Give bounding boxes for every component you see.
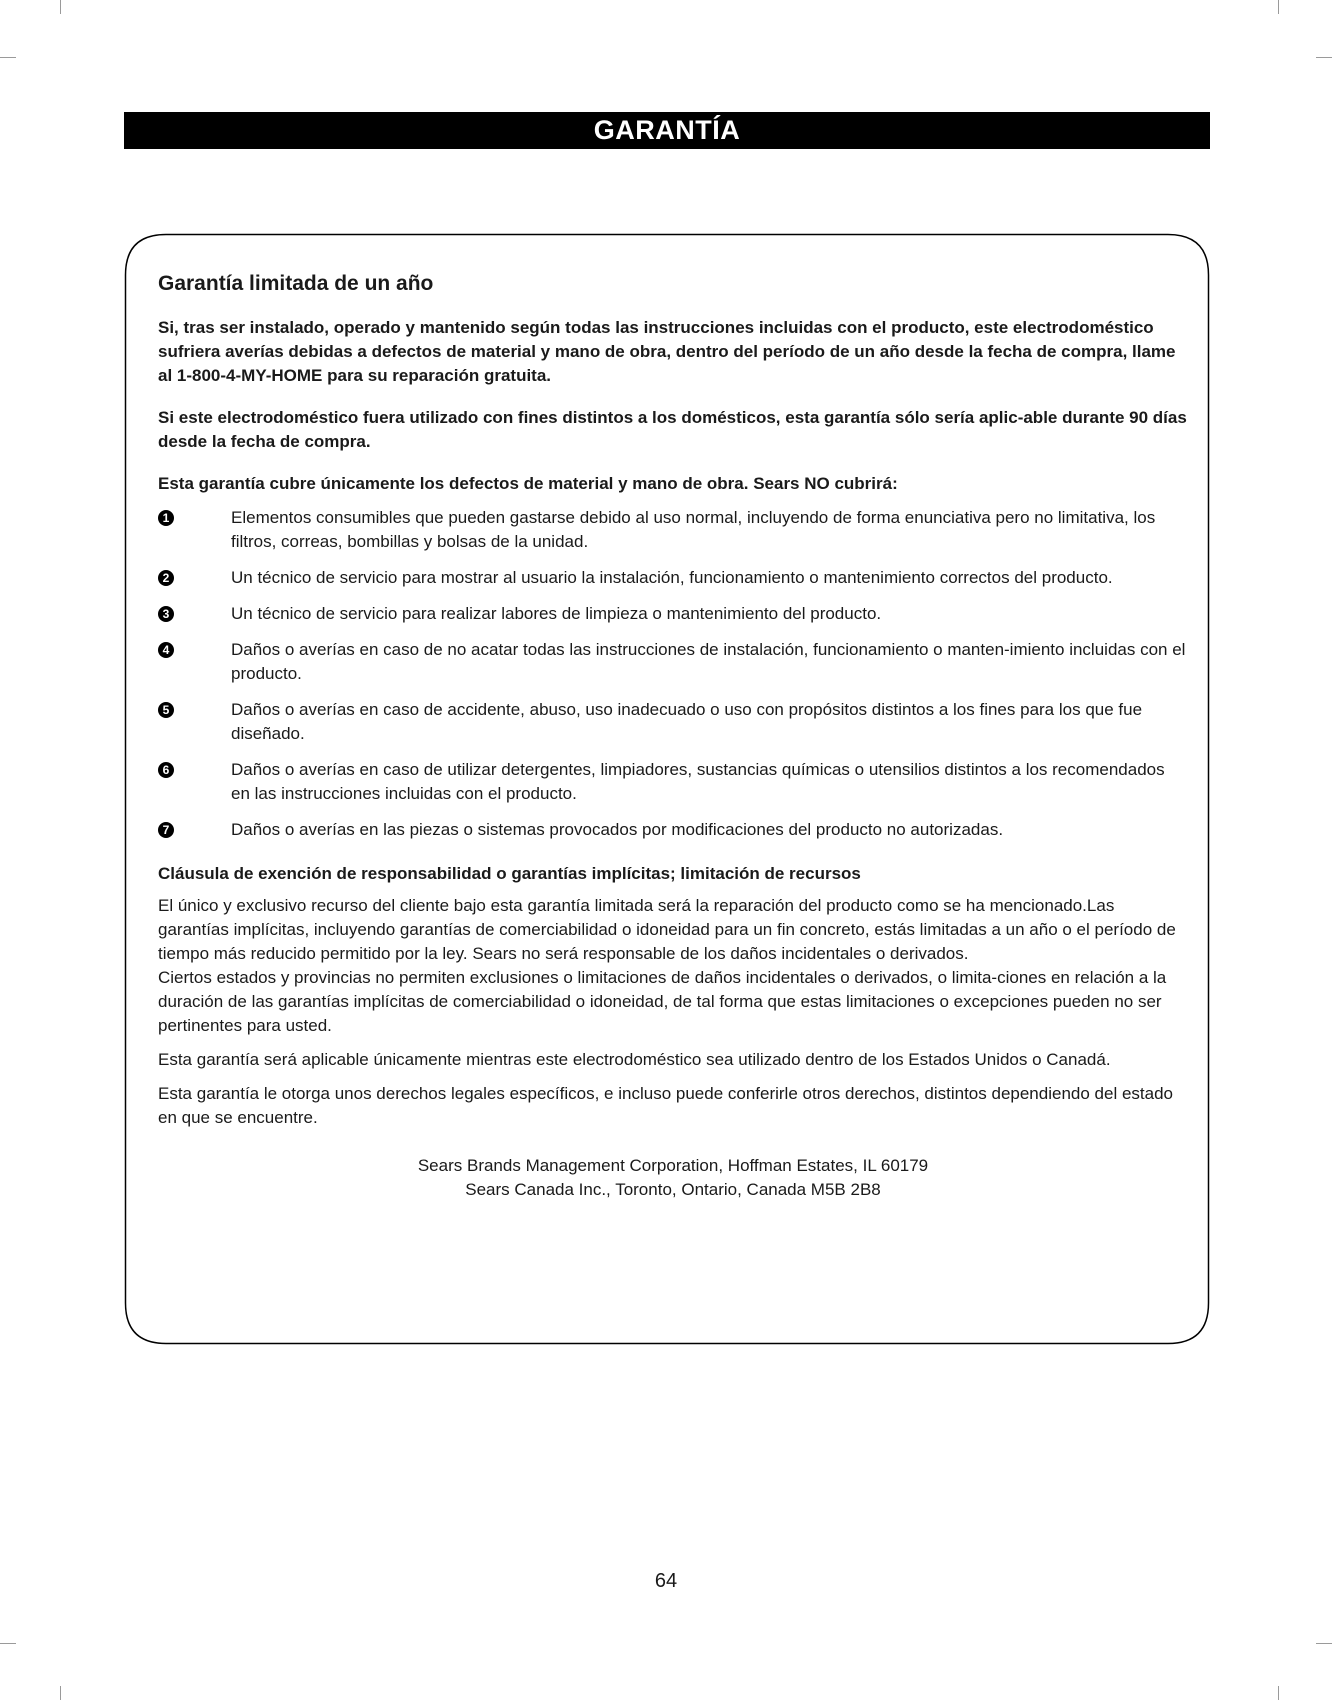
disclaimer-paragraph-1: El único y exclusivo recurso del cliente bajo esta garantía limitada será la reparación del producto como se ha mencionado.Las garantías implícitas, incluyendo garantías de comerciabilidad o idoneidad para un fin concreto, estás limitadas a un año o el período de tiempo más reducido permitido por la ley. Sears no será responsable de los daños incidentales o derivados. (158, 896, 1176, 963)
list-item (158, 602, 1188, 626)
number-badge-icon: 4 (158, 642, 174, 658)
crop-mark-right-bottom (1316, 1643, 1332, 1644)
crop-mark-right-top (1316, 57, 1332, 58)
list-item-text: Un técnico de servicio para realizar labores de limpieza o mantenimiento del producto. (231, 604, 882, 623)
page-title-bar (124, 112, 1210, 149)
disclaimer-paragraph-3: Esta garantía será aplicable únicamente mientras este electrodoméstico sea utilizado dentro de los Estados Unidos o Canadá. (158, 1050, 1111, 1069)
exclusions-intro: Esta garantía cubre únicamente los defectos de material y mano de obra. Sears NO cubrirá: (158, 474, 898, 493)
address-line-canada: Sears Canada Inc., Toronto, Ontario, Canada M5B 2B8 (465, 1180, 881, 1199)
crop-mark-left-top (0, 57, 16, 58)
warranty-heading: Garantía limitada de un año (158, 272, 434, 295)
list-item (158, 566, 1188, 590)
list-item-text: Un técnico de servicio para mostrar al usuario la instalación, funcionamiento o mantenimiento correctos del producto. (231, 568, 1113, 587)
list-item (158, 506, 1188, 554)
disclaimer-paragraph-4: Esta garantía le otorga unos derechos legales específicos, e incluso puede conferirle otros derechos, distintos dependiendo del estado en que se encuentre. (158, 1084, 1173, 1127)
number-badge-icon: 2 (158, 570, 174, 586)
warranty-content (158, 272, 1188, 1202)
list-item-text: Daños o averías en caso de no acatar todas las instrucciones de instalación, funcionamiento o manten-imiento incluidas con el producto. (231, 640, 1186, 683)
page-title: GARANTÍA (593, 115, 741, 145)
crop-mark-bottom-left (60, 1686, 61, 1700)
disclaimer-paragraph-2: Ciertos estados y provincias no permiten exclusiones o limitaciones de daños incidentales o derivados, o limita-ciones en relación a la duración de las garantías implícitas de comerciabilidad o idoneidad, de tal forma que estas limitaciones o excepciones pueden no ser pertinentes para usted. (158, 968, 1167, 1035)
crop-mark-top-left (60, 0, 61, 14)
list-item (158, 818, 1188, 842)
crop-mark-top-right (1278, 0, 1279, 14)
number-badge-icon: 6 (158, 762, 174, 778)
crop-mark-bottom-right (1278, 1686, 1279, 1700)
address-line-us: Sears Brands Management Corporation, Hoffman Estates, IL 60179 (417, 1156, 929, 1175)
list-item-text: Elementos consumibles que pueden gastarse debido al uso normal, incluyendo de forma enunciativa pero no limitativa, los filtros, correas, bombillas y bolsas de la unidad. (231, 508, 1156, 551)
list-item (158, 638, 1188, 686)
number-badge-icon: 3 (158, 606, 174, 622)
number-badge-icon: 7 (158, 822, 174, 838)
coverage-paragraph: Si, tras ser instalado, operado y mantenido según todas las instrucciones incluidas con el producto, este electrodoméstico sufriera averías debidas a defectos de material y mano de obra, dentro del período de un año desde la fecha de compra, llame al 1-800-4-MY-HOME para su reparación gratuita. (158, 318, 1176, 385)
list-item-text: Daños o averías en caso de utilizar detergentes, limpiadores, sustancias químicas o utensilios distintos a los recomendados en las instrucciones incluidas con el producto. (231, 760, 1165, 803)
company-address (158, 1154, 1188, 1202)
list-item-text: Daños o averías en caso de accidente, abuso, uso inadecuado o uso con propósitos distintos a los fines para los que fue diseñado. (231, 700, 1143, 743)
disclaimer-heading: Cláusula de exención de responsabilidad o garantías implícitas; limitación de recursos (158, 864, 861, 883)
page-number: 64 (654, 1570, 678, 1592)
number-badge-icon: 1 (158, 510, 174, 526)
crop-mark-left-bottom (0, 1643, 16, 1644)
exclusions-list (158, 506, 1188, 842)
commercial-use-paragraph: Si este electrodoméstico fuera utilizado con fines distintos a los domésticos, esta garantía sólo sería aplic-able durante 90 días desde la fecha de compra. (158, 408, 1187, 451)
number-badge-icon: 5 (158, 702, 174, 718)
list-item (158, 698, 1188, 746)
list-item (158, 758, 1188, 806)
list-item-text: Daños o averías en las piezas o sistemas provocados por modificaciones del producto no autorizadas. (231, 820, 1004, 839)
